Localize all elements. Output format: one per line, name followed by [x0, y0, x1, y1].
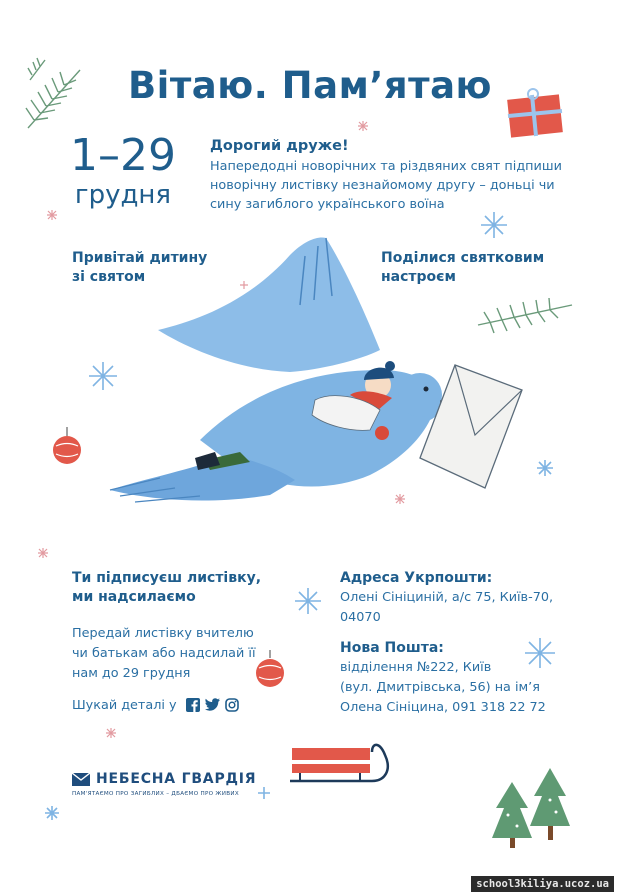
novaposhta-line: (вул. Дмитрівська, 56) на ім’я: [340, 680, 540, 695]
sign-text-line: нам до 29 грудня: [72, 666, 191, 681]
greeting-block: [210, 138, 580, 214]
novaposhta-heading: Нова Пошта:: [340, 640, 444, 656]
novaposhta-line: відділення №222, Київ: [340, 660, 492, 675]
greeting-heading: Дорогий друже!: [210, 138, 349, 154]
organization-tagline: ПАМ'ЯТАЄМО ПРО ЗАГИБЛИХ – ДБАЄМО ПРО ЖИВИХ: [72, 791, 239, 797]
details-label: Шукай деталі у: [72, 698, 177, 713]
sign-block: [72, 569, 261, 607]
novaposhta-line: Олена Сініцина, 091 318 22 72: [340, 700, 546, 715]
greeting-line: сину загиблого українського воїна: [210, 197, 445, 212]
call-right-line: Поділися святковим: [381, 250, 545, 266]
call-left-line: зі святом: [72, 269, 146, 285]
sign-text-line: Передай листівку вчителю: [72, 626, 254, 641]
call-left: [72, 249, 207, 287]
greeting-line: Напередодні новорічних та різдвяних свят підпиши: [210, 159, 562, 174]
tree-icon: [492, 768, 570, 848]
date-range: [58, 132, 188, 210]
ukrposhta-line: 04070: [340, 610, 381, 625]
organization-logo: [72, 771, 272, 797]
instagram-icon[interactable]: [225, 698, 239, 712]
ornament-icon: [53, 427, 81, 464]
call-left-line: Привітай дитину: [72, 250, 208, 266]
ukrposhta-heading: Адреса Укрпошти:: [340, 570, 493, 586]
sign-text: [72, 624, 256, 684]
date-range-numbers: 1–29: [70, 130, 176, 181]
sled-icon: [290, 745, 388, 781]
novaposhta-block: [340, 639, 546, 718]
twitter-icon[interactable]: [205, 698, 220, 711]
site-watermark: school3kiliya.ucoz.ua: [471, 876, 614, 892]
envelope-logo-icon: [72, 773, 90, 786]
fir-branch-icon: [478, 298, 572, 333]
ukrposhta-block: [340, 569, 553, 628]
greeting-line: новорічну листівку незнайомому другу – доньці чи: [210, 178, 555, 193]
facebook-icon[interactable]: [186, 698, 200, 712]
call-right: [381, 249, 544, 287]
page-title: Вітаю. Пам’ятаю: [127, 64, 493, 107]
sign-heading: ми надсилаємо: [72, 589, 196, 605]
sign-text-line: чи батькам або надсилай її: [72, 646, 256, 661]
social-links: [186, 698, 239, 712]
ukrposhta-line: Олені Сініциній, а/с 75, Київ-70,: [340, 590, 554, 605]
date-range-month: грудня: [74, 180, 172, 210]
details-row: [72, 694, 239, 716]
sign-heading: Ти підписуєш листівку,: [72, 570, 262, 586]
organization-name: НЕБЕСНА ГВАРДІЯ: [96, 771, 257, 787]
call-right-line: настроєм: [381, 269, 456, 285]
ornament-icon: [256, 650, 284, 687]
